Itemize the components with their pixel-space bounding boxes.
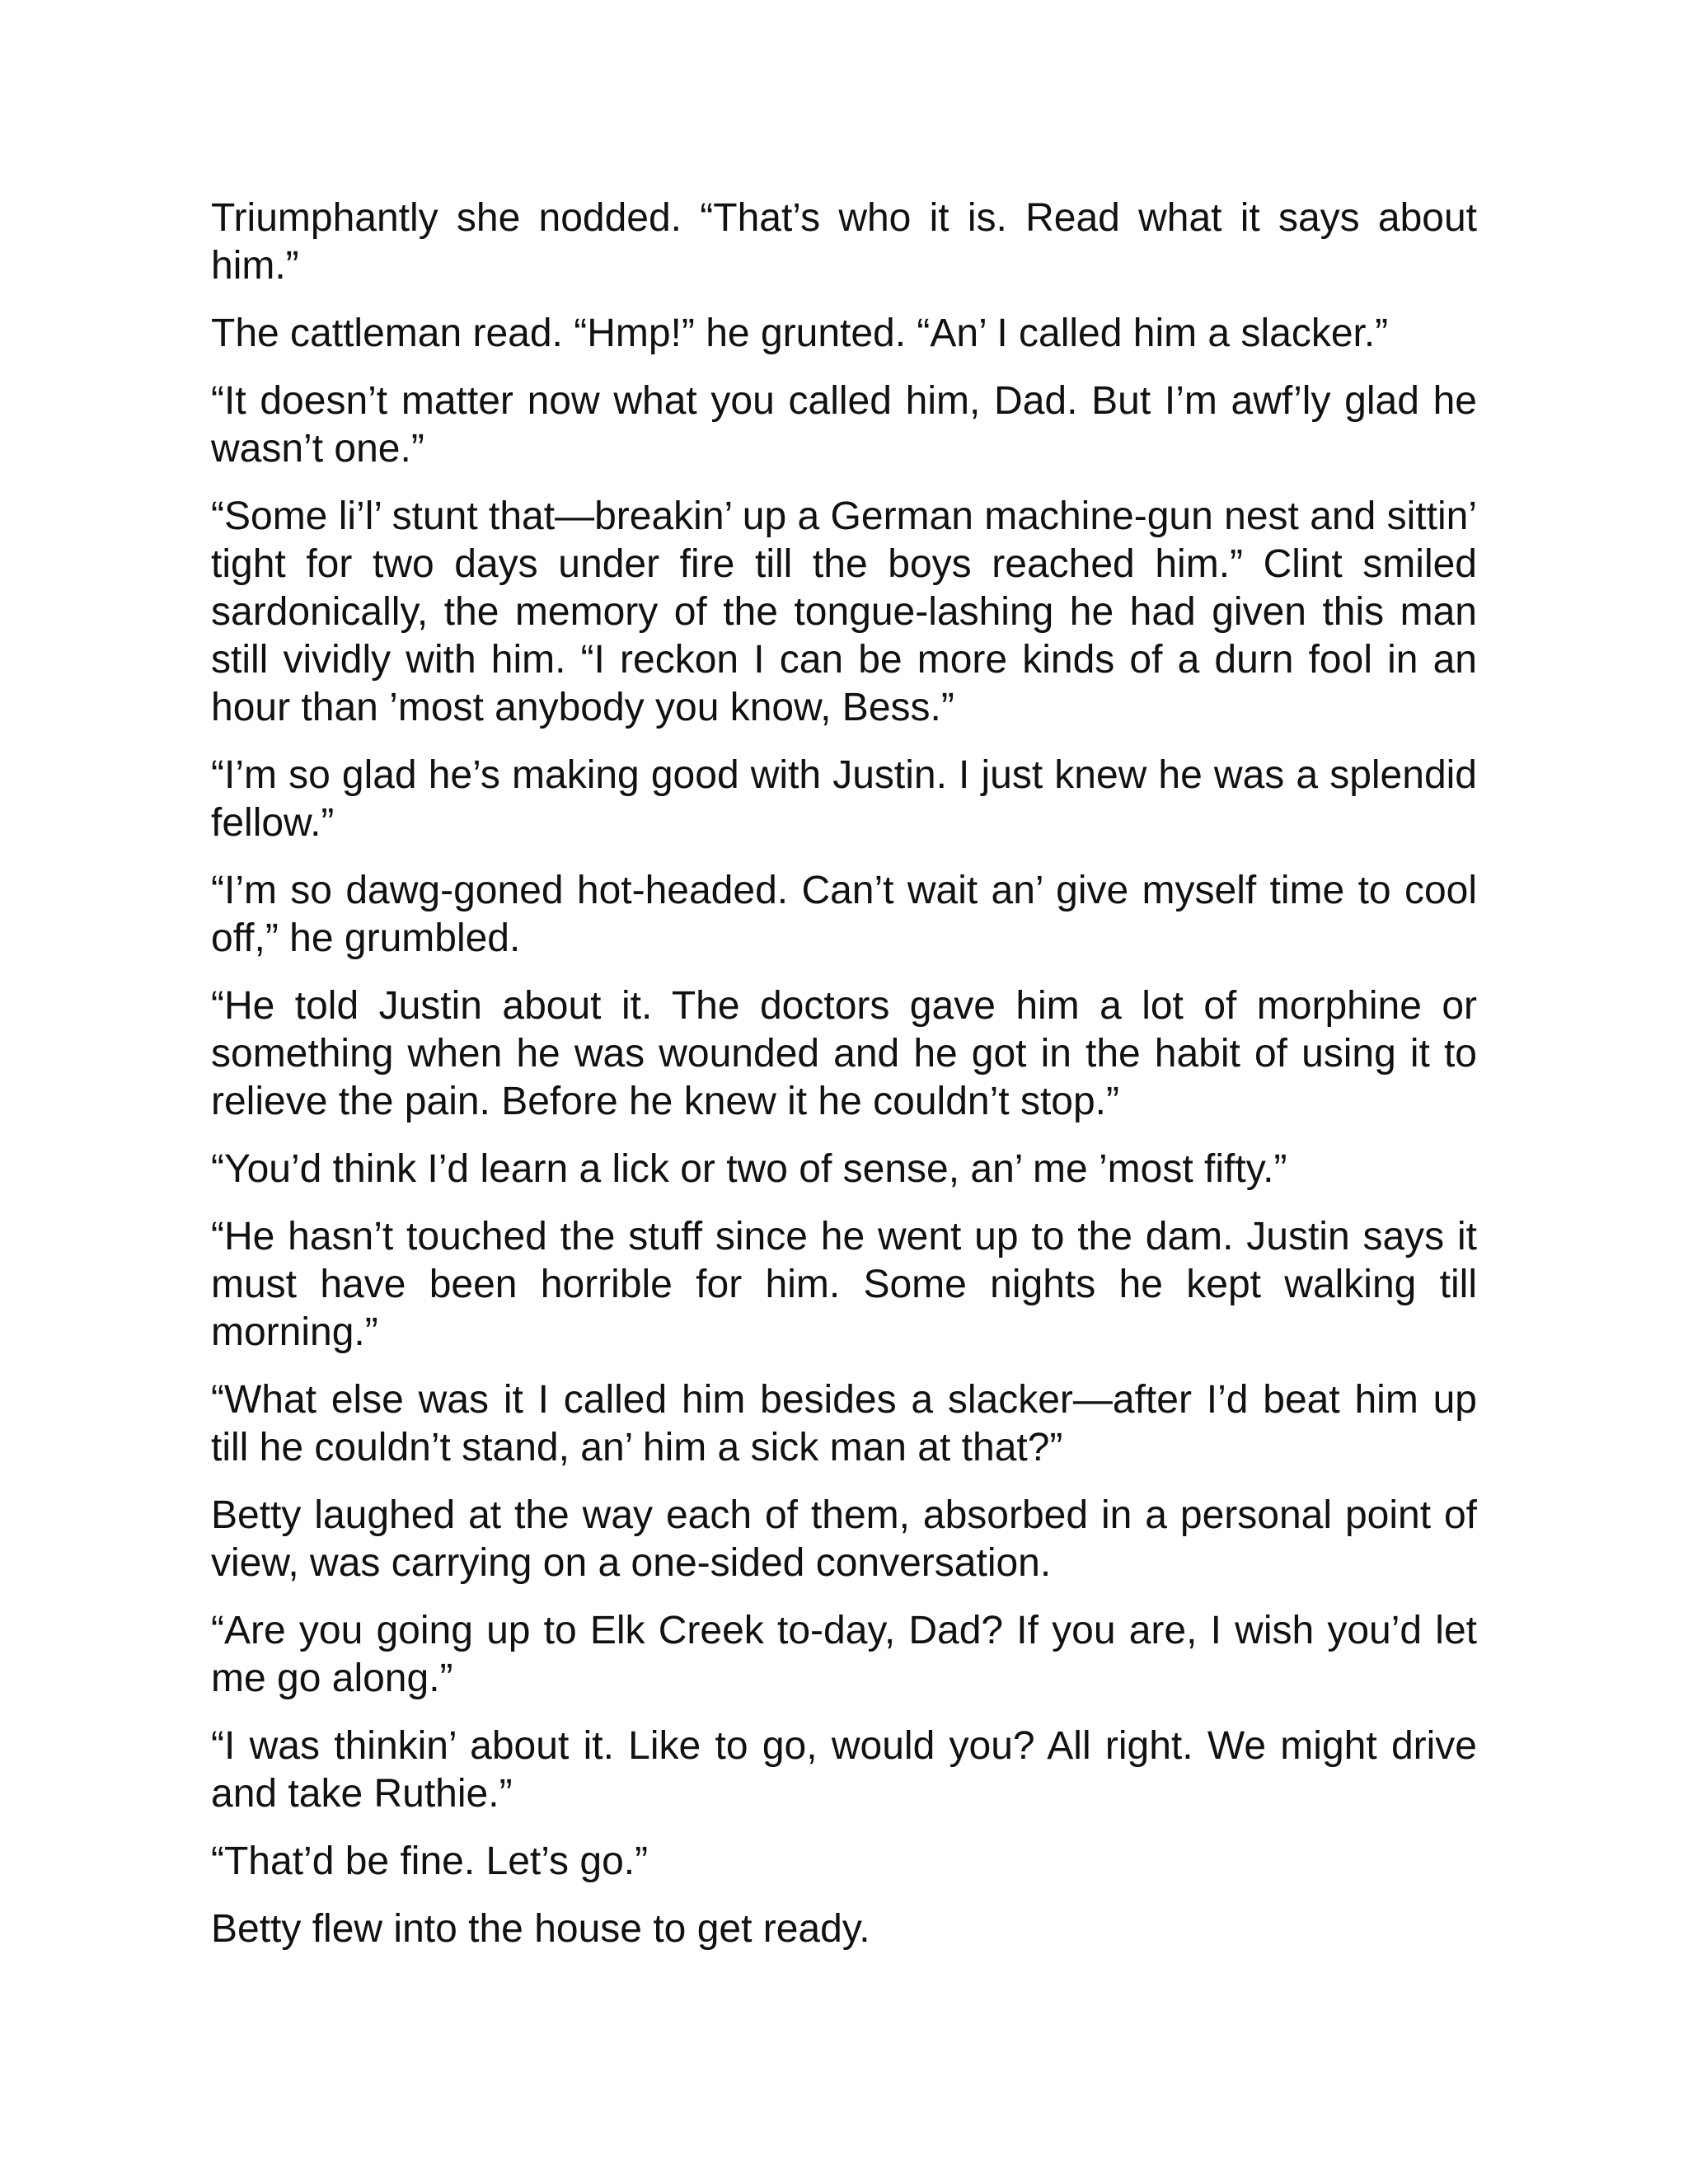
paragraph: “Are you going up to Elk Creek to-day, Dad? If you are, I wish you’d let me go along.” — [211, 1609, 1477, 1700]
paragraph: Betty flew into the house to get ready. — [211, 1907, 870, 1951]
paragraph: “He told Justin about it. The doctors gave him a lot of morphine or something when he was wounded and he got in the habit of using it to relieve the pain. Before he knew it he couldn’t stop.” — [211, 984, 1477, 1123]
paragraph: “You’d think I’d learn a lick or two of sense, an’ me ’most fifty.” — [211, 1147, 1287, 1191]
paragraph: “He hasn’t touched the stuff since he went up to the dam. Justin says it must have been horrible for him. Some nights he kept walking till morning.” — [211, 1215, 1477, 1354]
paragraph: “I’m so glad he’s making good with Justin. I just knew he was a splendid fellow.” — [211, 753, 1477, 845]
paragraph: “Some li’l’ stunt that—breakin’ up a German machine-gun nest and sittin’ tight for two days under fire till the boys reached him.” Clint smiled sardonically, the memory of the tongue-lashing he had given this man still vividly with him. “I reckon I can be more kinds of a durn fool in an hour than ’most anybody you know, Bess.” — [211, 494, 1477, 729]
paragraph: Betty laughed at the way each of them, absorbed in a personal point of view, was carrying on a one-sided conversation. — [211, 1493, 1477, 1585]
paragraph: “That’d be fine. Let’s go.” — [211, 1840, 649, 1883]
paragraph: “I was thinkin’ about it. Like to go, would you? All right. We might drive and take Ruthie.” — [211, 1724, 1477, 1816]
paragraph: “I’m so dawg-goned hot-headed. Can’t wait an’ give myself time to cool off,” he grumbled. — [211, 869, 1477, 960]
paragraph: The cattleman read. “Hmp!” he grunted. “An’ I called him a slacker.” — [211, 312, 1389, 355]
page-body — [211, 194, 1477, 1973]
paragraph: “What else was it I called him besides a slacker—after I’d beat him up till he couldn’t stand, an’ him a sick man at that?” — [211, 1378, 1477, 1469]
paragraph: “It doesn’t matter now what you called him, Dad. But I’m awf’ly glad he wasn’t one.” — [211, 379, 1477, 471]
paragraph: Triumphantly she nodded. “That’s who it is. Read what it says about him.” — [211, 196, 1477, 288]
